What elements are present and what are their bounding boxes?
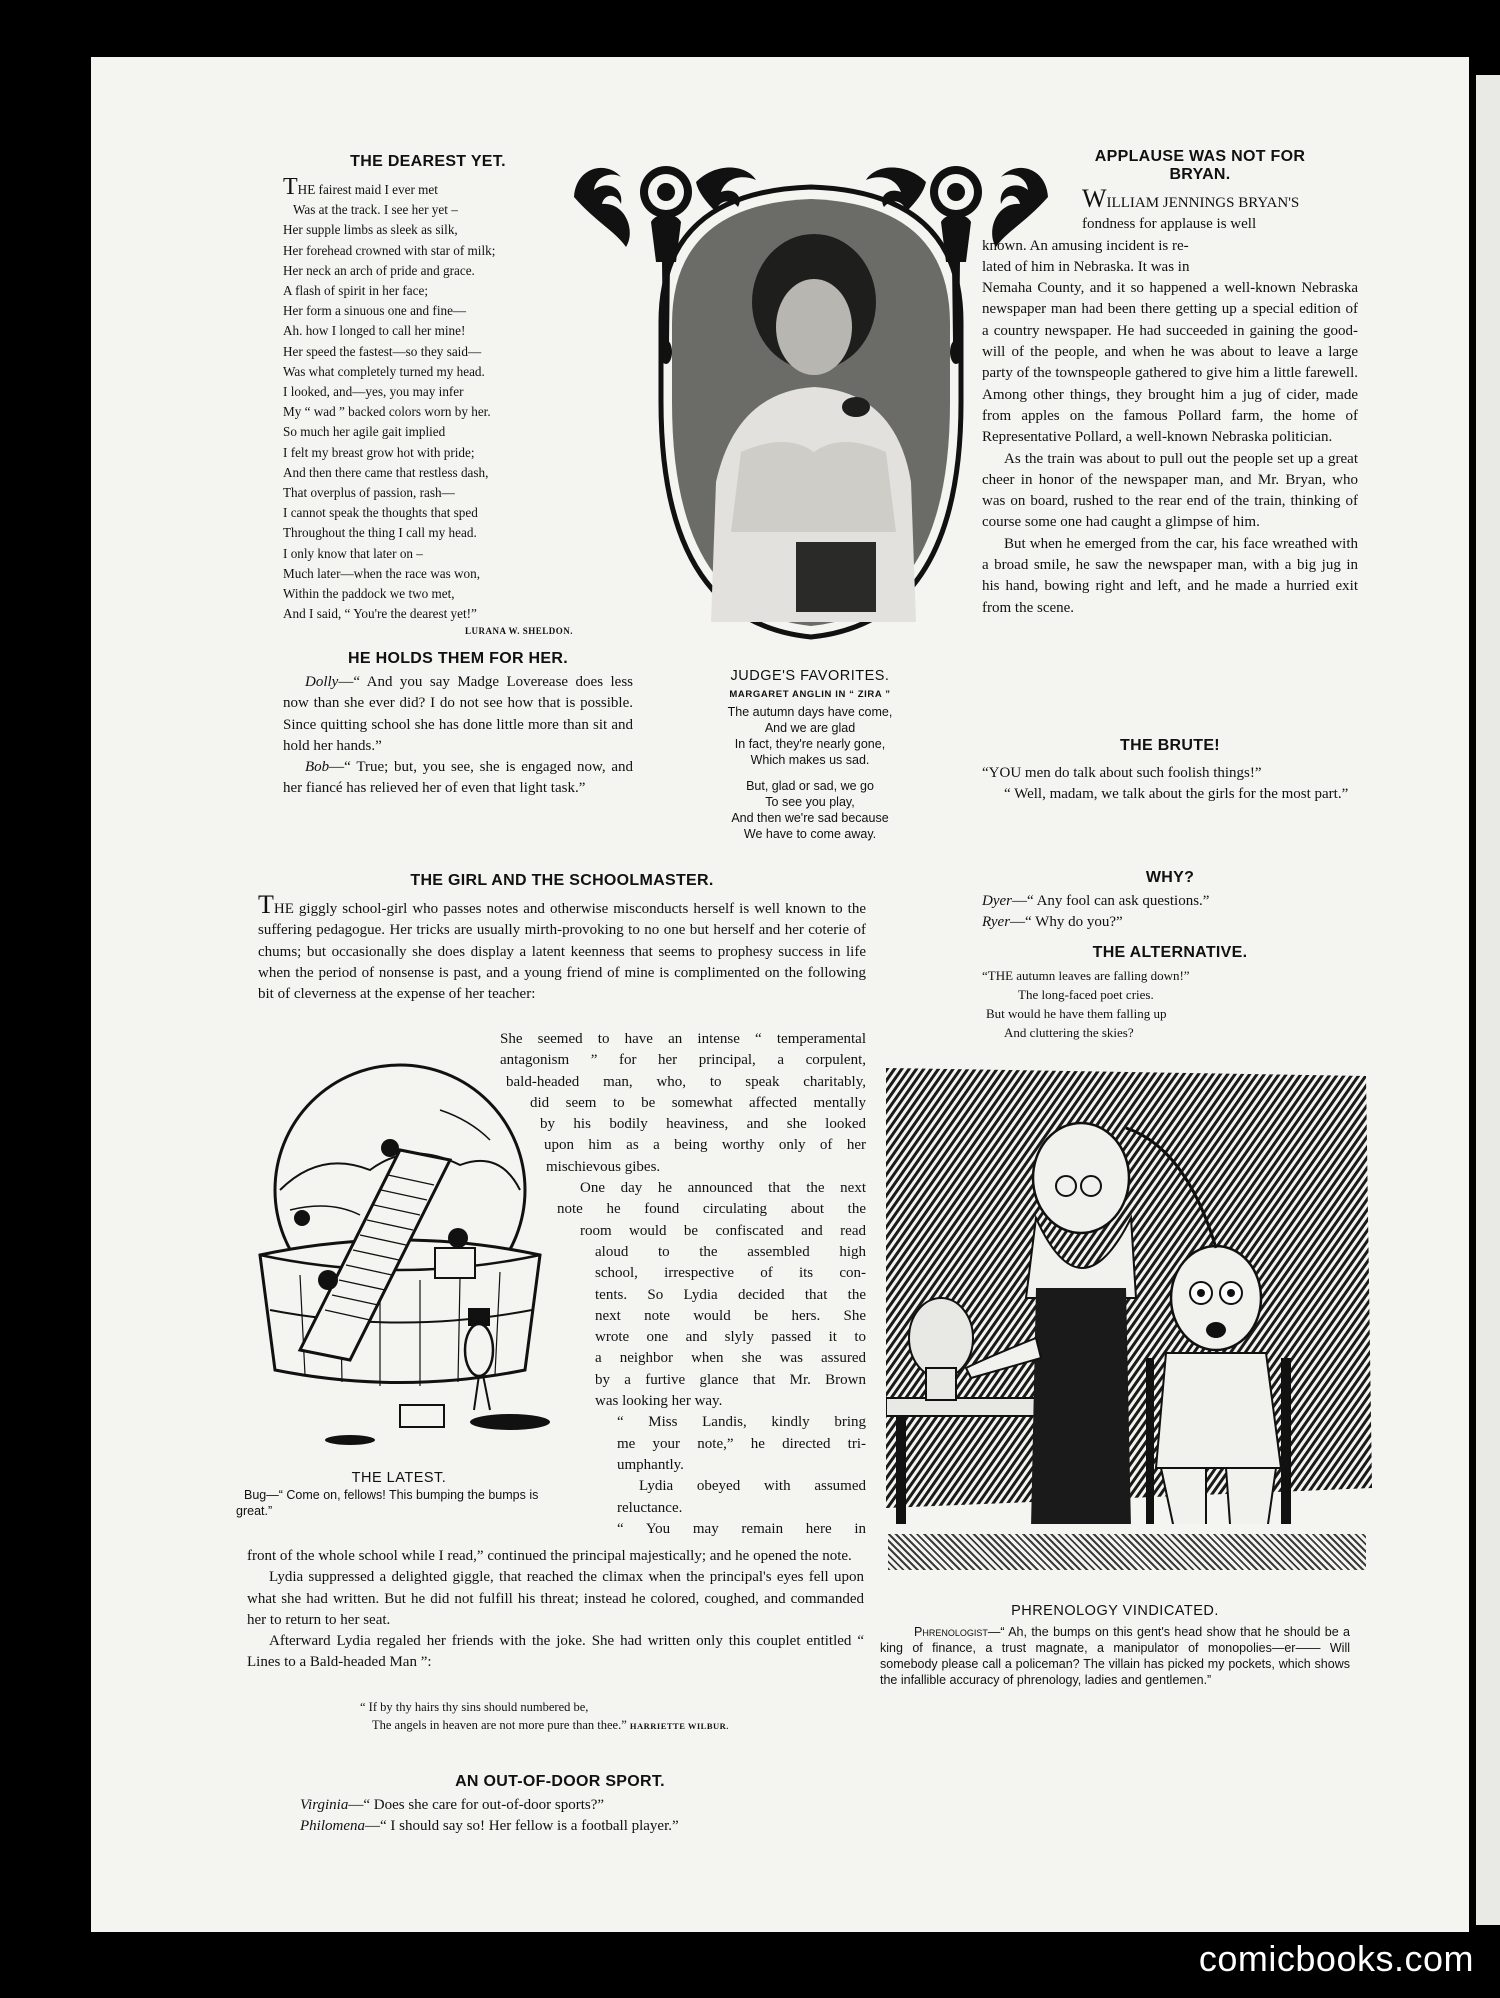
article-title: WHY? bbox=[1145, 869, 1195, 886]
article-body: Dolly—“ And you say Madge Loverease does less now than she ever did? I do not see how that is possible. Since quitting school she has done little more than sit and hold her hands.” Bob—“ True; but, you see, she is engaged now, and her fiancé has relieved her of even that light task.” bbox=[283, 674, 633, 797]
caption-text: Bug—“ Come on, fellows! This bumping the bumps is great.” bbox=[236, 1488, 539, 1518]
article-body: “YOU men do talk about such foolish things!” “ Well, madam, we talk about the girls for the most part.” bbox=[982, 765, 1349, 803]
article-title: APPLAUSE WAS NOT FOR bbox=[1094, 148, 1306, 165]
article-body: WILLIAM JENNINGS BRYAN'S fondness for applause is well known. An amusing incident is re- lated of him in Nebraska. It was in Nemaha County, and it so happened a well-known Nebraska newspaper man had been there getting up a special edition of a country newspaper. He had succeeded in gaining the good-will of the people, and when he was about to leave a large party of the townspeople gathered to give him a little farewell. Among other things, they brought him a jug of cider, made from apples on the famous Pollard farm, the home of Representative Pollard, a well-known Nebraska politician. As the train was about to pull out the people set up a great cheer in honor of the newspaper man, and Mr. Bryan, who was on board, rushed to the rear end of the train, thinking of course some one had caught a glimpse of him. But when he emerged from the car, his face wreathed with a broad smile, he saw the newspaper man, with a big jug in his hand, bowing right and left, and he made a hurried exit from the scene. bbox=[982, 184, 1358, 616]
poem-line: I felt my breast grow hot with pride; bbox=[283, 444, 475, 460]
poem-dearest-yet bbox=[283, 153, 573, 636]
article-girl-schoolmaster bbox=[258, 872, 866, 1005]
poem-line: Her forehead crowned with star of milk; bbox=[283, 242, 496, 258]
poem-line: And then there came that restless dash, bbox=[283, 464, 489, 480]
caption-title: JUDGE'S FAVORITES. bbox=[730, 668, 890, 684]
article-out-of-door-sport bbox=[290, 1773, 830, 1838]
poem-line: I cannot speak the thoughts that sped bbox=[283, 505, 478, 521]
poem-title: THE DEAREST YET. bbox=[350, 153, 506, 170]
poem-line: That overplus of passion, rash— bbox=[283, 485, 455, 501]
poem-body bbox=[283, 174, 573, 624]
article-title: AN OUT-OF-DOOR SPORT. bbox=[455, 1773, 665, 1790]
article-the-brute bbox=[982, 737, 1358, 806]
poem-line: A flash of spirit in her face; bbox=[283, 283, 429, 299]
caption-the-latest bbox=[236, 1470, 562, 1519]
poem-line: Her supple limbs as sleek as silk, bbox=[283, 222, 458, 238]
site-watermark: comicbooks.com bbox=[1198, 1938, 1474, 1979]
adjacent-page-edge bbox=[1476, 75, 1500, 1925]
caption-title: THE LATEST. bbox=[351, 1470, 447, 1486]
caption-verse: The autumn days have come, And we are glad In fact, they're nearly gone, Which makes us sad. But, glad or sad, we go To see you play, And then we're sad because We have to come away. bbox=[727, 705, 893, 841]
poem-line: Was what completely turned my head. bbox=[283, 363, 485, 379]
poem-credit: LURANA W. SHELDON. bbox=[464, 626, 573, 637]
poem-the-alternative bbox=[982, 944, 1358, 1042]
poem-line: So much her agile gait implied bbox=[283, 424, 446, 440]
article-body: Virginia—“ Does she care for out-of-door sports?” Philomena—“ I should say so! Her fellow is a football player.” bbox=[300, 1797, 679, 1835]
article-title-line2: BRYAN. bbox=[1169, 166, 1231, 183]
caption-judges-favorites bbox=[660, 668, 960, 842]
poem-line: Her neck an arch of pride and grace. bbox=[283, 262, 475, 278]
floor-hatch-lines bbox=[888, 1534, 1366, 1570]
article-title: HE HOLDS THEM FOR HER. bbox=[348, 650, 568, 667]
phrenology-drawing bbox=[886, 1068, 1372, 1574]
article-title: THE BRUTE! bbox=[1120, 737, 1220, 754]
poem-line: Her speed the fastest—so they said— bbox=[283, 343, 482, 359]
article-why bbox=[982, 869, 1358, 934]
article-body: Dyer—“ Any fool can ask questions.” Ryer—“ Why do you?” bbox=[982, 893, 1210, 931]
poem-line: Was at the track. I see her yet – bbox=[293, 202, 458, 218]
article-wrap-1: She seemed to have an intense “ temperamental antagonism ” for her principal, a corpulent, bald-headed man, who, to speak charitably, did seem to be somewhat affected mentally by his bodily heaviness, and she looked upon him as a being worthy only of her mischievous gibes. One day he announced that the next note he found circulating about the room would be confiscated and read aloud to the assembled high school, irrespective of its con- tents. So Lydia decided that the next note would be hers. She wrote one and slyly passed it to a neighbor when she was assured by a furtive glance that Mr. Brown was looking her way. “ Miss Landis, kindly bring me your note,” he directed tri- umphantly. Lydia obeyed with assumed reluctance. “ You may remain here in bbox=[500, 1031, 866, 1537]
poem-line: Ah. how I longed to call her mine! bbox=[283, 323, 466, 339]
article-girl-continued: front of the whole school while I read,” continued the principal majestically; and he opened the note. Lydia suppressed a delighted giggle, that reached the climax when the principal's eyes fell upon what she had written. But he did not fulfill his threat; instead he colored, coughed, and commanded her to return to her seat. Afterward Lydia regaled her friends with the joke. She had written only this couplet entitled “ Lines to a Bald-headed Man ”: bbox=[247, 1548, 864, 1671]
washtub-bugs-drawing bbox=[240, 1050, 560, 1460]
caption-subtitle: MARGARET ANGLIN IN “ ZIRA ” bbox=[729, 689, 891, 700]
poem-title: THE ALTERNATIVE. bbox=[1092, 944, 1248, 961]
poem-line: Her form a sinuous one and fine— bbox=[283, 303, 467, 319]
article-applause-bryan bbox=[982, 148, 1358, 619]
poem-line: I looked, and—yes, you may infer bbox=[283, 384, 464, 400]
article-title: THE GIRL AND THE SCHOOLMASTER. bbox=[410, 872, 714, 889]
article-intro: THE giggly school-girl who passes notes and otherwise misconducts herself is well known to the suffering pedagogue. Her tricks are usually mirth-provoking to no one but herself and her coterie of chums; but occasionally she does display a latent keenness that seems to prophesy success in life when the period of nonsense is past, and a young friend of mine is complimented on the following bit of cleverness at the expense of her teacher: bbox=[258, 890, 866, 1003]
latest-illustration bbox=[240, 1050, 560, 1460]
phrenology-illustration bbox=[886, 1068, 1372, 1574]
poem-line: And I said, “ You're the dearest yet!” bbox=[283, 606, 477, 622]
article-holds-them bbox=[283, 650, 633, 800]
caption-phrenology bbox=[880, 1603, 1350, 1688]
poem-line: Within the paddock we two met, bbox=[283, 586, 455, 602]
poem-first-line: THE fairest maid I ever met bbox=[283, 174, 438, 200]
poem-body: “THE autumn leaves are falling down!” The long-faced poet cries. But would he have them falling up And cluttering the skies? bbox=[982, 968, 1190, 1040]
poem-line: I only know that later on – bbox=[283, 545, 423, 561]
caption-text: Phrenologist—“ Ah, the bumps on this gent's head show that he should be a king of finance, a trust magnate, a manipulator of monopolies—er—— Will somebody please call a policeman? The villain has picked my pockets, which shows the infallible accuracy of phrenology, ladies and gentlemen.” bbox=[880, 1625, 1350, 1687]
poem-line: My “ wad ” backed colors worn by her. bbox=[283, 404, 491, 420]
poem-line: Much later—when the race was won, bbox=[283, 565, 481, 581]
poem-line: Throughout the thing I call my head. bbox=[283, 525, 477, 541]
caption-title: PHRENOLOGY VINDICATED. bbox=[1011, 1603, 1219, 1619]
couplet: “ If by thy hairs thy sins should numbered be, The angels in heaven are not more pure than thee.” HARRIETTE WILBUR. bbox=[360, 1700, 729, 1732]
